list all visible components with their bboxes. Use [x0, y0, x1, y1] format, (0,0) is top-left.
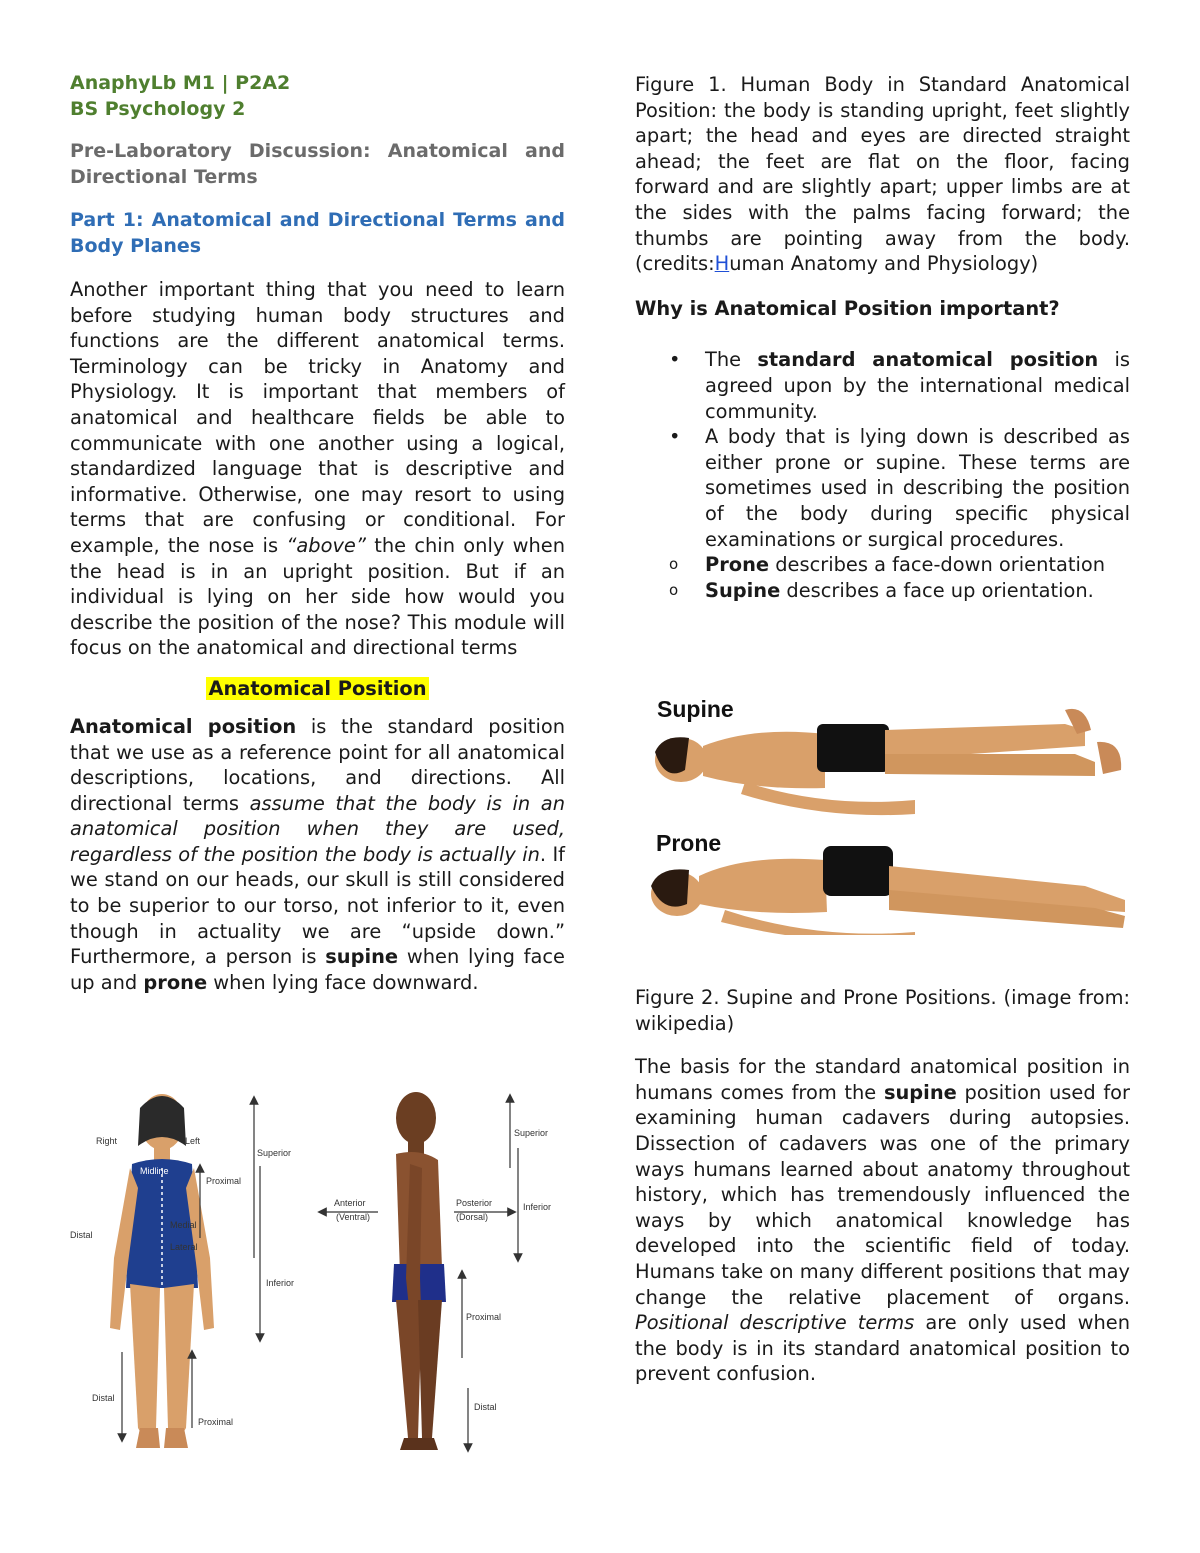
b3-post: describes a face-down orientation [769, 553, 1105, 577]
b1-bold: standard anatomical position [757, 348, 1099, 372]
sub-bullet-marker: o [669, 580, 679, 599]
basis-text-2: position used for examining human cadavers during autopsies. Dissection of cadavers was one of the primary ways humans learned about anatomy throughout history, which has tremendously influenced the ways by which anatomical knowledge has developed into the scientific field of today. Humans take on many different positions that may change the relative placement of organs. [635, 1080, 1130, 1309]
list-item [669, 578, 1130, 604]
anat-text-1: is the standard position that we use as a reference point for all anatomical descriptions, locations, and directions. All directional terms [70, 714, 566, 815]
label-proximal-front: Proximal [206, 1176, 242, 1186]
document-subtitle: Pre-Laboratory Discussion: Anatomical and Directional Terms [70, 140, 565, 188]
label-midline: Midline [140, 1166, 169, 1176]
basis-paragraph [635, 1054, 1130, 1387]
label-distal-side: Distal [474, 1402, 497, 1412]
anat-italic: assume that the body is in an anatomical position when they are used, regardless of the position the body is actually in [70, 791, 565, 866]
front-figure-illustration [110, 1094, 214, 1448]
basis-supine: supine [883, 1080, 957, 1104]
label-prone: Prone [656, 830, 722, 856]
bullet-marker: • [669, 425, 681, 449]
why-heading: Why is Anatomical Position important? [635, 296, 1060, 320]
label-distal-leg: Distal [92, 1393, 115, 1403]
basis-text-1: The basis for the standard anatomical position in humans comes from the [635, 1055, 1130, 1104]
label-lateral: Lateral [170, 1242, 198, 1252]
why-bullet-list [635, 347, 1130, 603]
section-heading: Anatomical Position [208, 676, 427, 700]
part-title: Part 1: Anatomical and Directional Terms and Body Planes [70, 209, 565, 257]
list-item [669, 347, 1131, 424]
intro-paragraph [70, 277, 565, 661]
b4-bold: Supine [705, 578, 781, 602]
b1-post: is agreed upon by the international medical community. [705, 348, 1131, 423]
anatomical-position-paragraph [70, 714, 565, 996]
label-supine: Supine [657, 696, 734, 722]
bullet-marker: • [669, 348, 681, 372]
anat-term: Anatomical position [70, 714, 297, 738]
label-proximal-side: Proximal [466, 1312, 502, 1322]
anat-supine: supine [325, 945, 399, 969]
label-right: Right [96, 1136, 118, 1146]
label-posterior: Posterior [456, 1198, 493, 1208]
intro-text-1: Another important thing that you need to learn before studying human body structures and functions are the different anatomical terms. Terminology can be tricky in Anatomy and Physiology. It is important that members of anatomical and healthcare fields be able to communicate with one another using a logical, standardized language that is descriptive and informative. Otherwise, one may resort to using terms that are confusing or conditional. For example, the nose is [70, 278, 565, 557]
basis-italic: Positional descriptive terms [635, 1311, 915, 1335]
caption-1-rest: uman Anatomy and Physiology) [729, 252, 1039, 276]
list-item [669, 424, 1130, 552]
anat-text-2: . If we stand on our heads, our skull is still considered to be superior to our torso, not inferior to it, even though in actuality we are “upside down.” Furthermore, a person is [70, 842, 565, 969]
label-dorsal: (Dorsal) [456, 1212, 489, 1222]
side-figure-illustration [392, 1092, 446, 1450]
figure-supine-prone [645, 690, 1135, 935]
intro-above: “above” [286, 533, 366, 557]
b3-bold: Prone [705, 553, 770, 577]
label-inferior-front: Inferior [266, 1278, 295, 1288]
course-code: AnaphyLb M1 | P2A2 [70, 72, 291, 94]
label-ventral: (Ventral) [336, 1212, 371, 1222]
intro-text-2: the chin only when the head is in an upright position. But if an individual is lying on her side how would you describe the position of the nose? This module will focus on the anatomical and directional terms [70, 533, 565, 660]
anat-text-4: when lying face downward. [207, 970, 479, 994]
section-heading-wrap [70, 677, 565, 700]
label-proximal-leg: Proximal [198, 1417, 234, 1427]
figure-2-svg [645, 690, 1135, 935]
caption-1-text: Figure 1. Human Body in Standard Anatomical Position: the body is standing upright, feet slightly apart; the head and eyes are directed straight ahead; the feet are flat on the floor, facing forward and are slightly apart; upper limbs are at the sides with the palms facing forward; the thumbs are pointing away from the body. (credits: [635, 73, 1130, 276]
figure-1-caption [635, 72, 1130, 277]
right-column-lower [635, 985, 1130, 1387]
supine-body-illustration [655, 709, 1121, 815]
label-superior-front: Superior [257, 1148, 292, 1158]
sub-bullet-marker: o [669, 555, 679, 574]
b4-post: describes a face up orientation. [780, 578, 1094, 602]
program-name: BS Psychology 2 [70, 98, 246, 120]
anat-text-3: when lying face up and [70, 945, 565, 994]
label-inferior-side: Inferior [523, 1202, 552, 1212]
label-distal-front: Distal [70, 1230, 93, 1240]
b1-pre: The [705, 348, 758, 372]
label-left: Left [185, 1136, 201, 1146]
figure-anatomical-position [70, 1088, 560, 1460]
label-superior-side: Superior [514, 1128, 549, 1138]
right-column [635, 70, 1130, 603]
left-column [70, 70, 565, 995]
anat-prone: prone [143, 970, 208, 994]
caption-1-link[interactable]: H [714, 252, 730, 276]
prone-body-illustration [651, 846, 1125, 935]
list-item [669, 552, 1130, 578]
b2-text: A body that is lying down is described as either prone or supine. These terms are sometimes used in describing the position of the body during specific physical examinations or surgical procedures. [705, 425, 1130, 551]
label-anterior: Anterior [334, 1198, 366, 1208]
figure-2-caption: Figure 2. Supine and Prone Positions. (image from: wikipedia) [635, 986, 1130, 1035]
label-medial: Medial [170, 1220, 197, 1230]
figure-1-svg [70, 1088, 560, 1460]
basis-text-3: are only used when the body is in its standard anatomical position to prevent confusion. [635, 1311, 1130, 1386]
